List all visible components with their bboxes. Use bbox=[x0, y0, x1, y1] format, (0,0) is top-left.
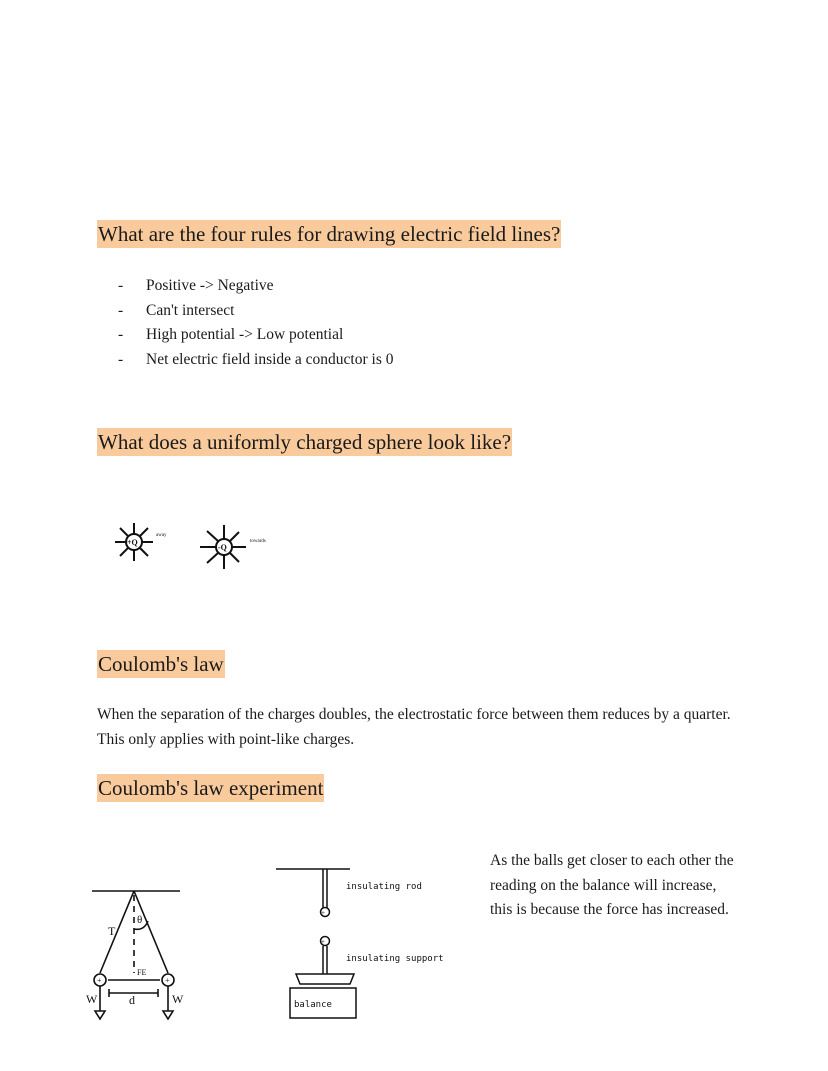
svg-text:+Q: +Q bbox=[127, 538, 138, 547]
pendulum-diagram bbox=[82, 885, 192, 1025]
svg-text:towards: towards bbox=[250, 539, 266, 544]
experiment-explanation: As the balls get closer to each other the reading on the balance will increase, this is because the force has increased. bbox=[490, 852, 734, 918]
heading-coulombs-experiment: Coulomb's law experiment bbox=[98, 776, 324, 800]
svg-text:+: + bbox=[321, 938, 325, 946]
svg-text:+: + bbox=[321, 909, 325, 917]
list-item: - Positive -> Negative bbox=[118, 277, 274, 294]
list-item: - Net electric field inside a conductor is 0 bbox=[118, 350, 394, 368]
heading-field-line-rules: What are the four rules for drawing electric field lines? bbox=[98, 222, 561, 246]
svg-text:-Q: -Q bbox=[218, 543, 227, 552]
svg-text:W: W bbox=[172, 992, 184, 1006]
svg-text:balance: balance bbox=[294, 1000, 332, 1010]
svg-text:+: + bbox=[165, 976, 170, 985]
coulombs-law-text: When the separation of the charges doubles, the electrostatic force between them reduces by a quarter. This only applies with point-like charges. bbox=[97, 706, 731, 748]
svg-text:d: d bbox=[129, 993, 135, 1007]
svg-text:insulating rod: insulating rod bbox=[346, 882, 422, 892]
heading-charged-sphere: What does a uniformly charged sphere look like? bbox=[98, 430, 512, 454]
negative-sphere-diagram bbox=[198, 522, 278, 572]
heading-coulombs-law: Coulomb's law bbox=[98, 652, 224, 676]
balance-apparatus-diagram bbox=[270, 862, 480, 1027]
svg-text:T: T bbox=[108, 924, 116, 938]
svg-text:insulating support: insulating support bbox=[346, 954, 444, 964]
list-item: - High potential -> Low potential bbox=[118, 326, 344, 343]
svg-text:W: W bbox=[86, 992, 98, 1006]
svg-text:away: away bbox=[156, 533, 167, 538]
svg-text:FE: FE bbox=[137, 968, 147, 977]
positive-sphere-diagram bbox=[112, 520, 182, 565]
field-rules-list bbox=[118, 274, 393, 372]
svg-text:θ: θ bbox=[137, 914, 143, 926]
list-item: - Can't intersect bbox=[118, 301, 235, 319]
svg-text:+: + bbox=[97, 976, 102, 985]
